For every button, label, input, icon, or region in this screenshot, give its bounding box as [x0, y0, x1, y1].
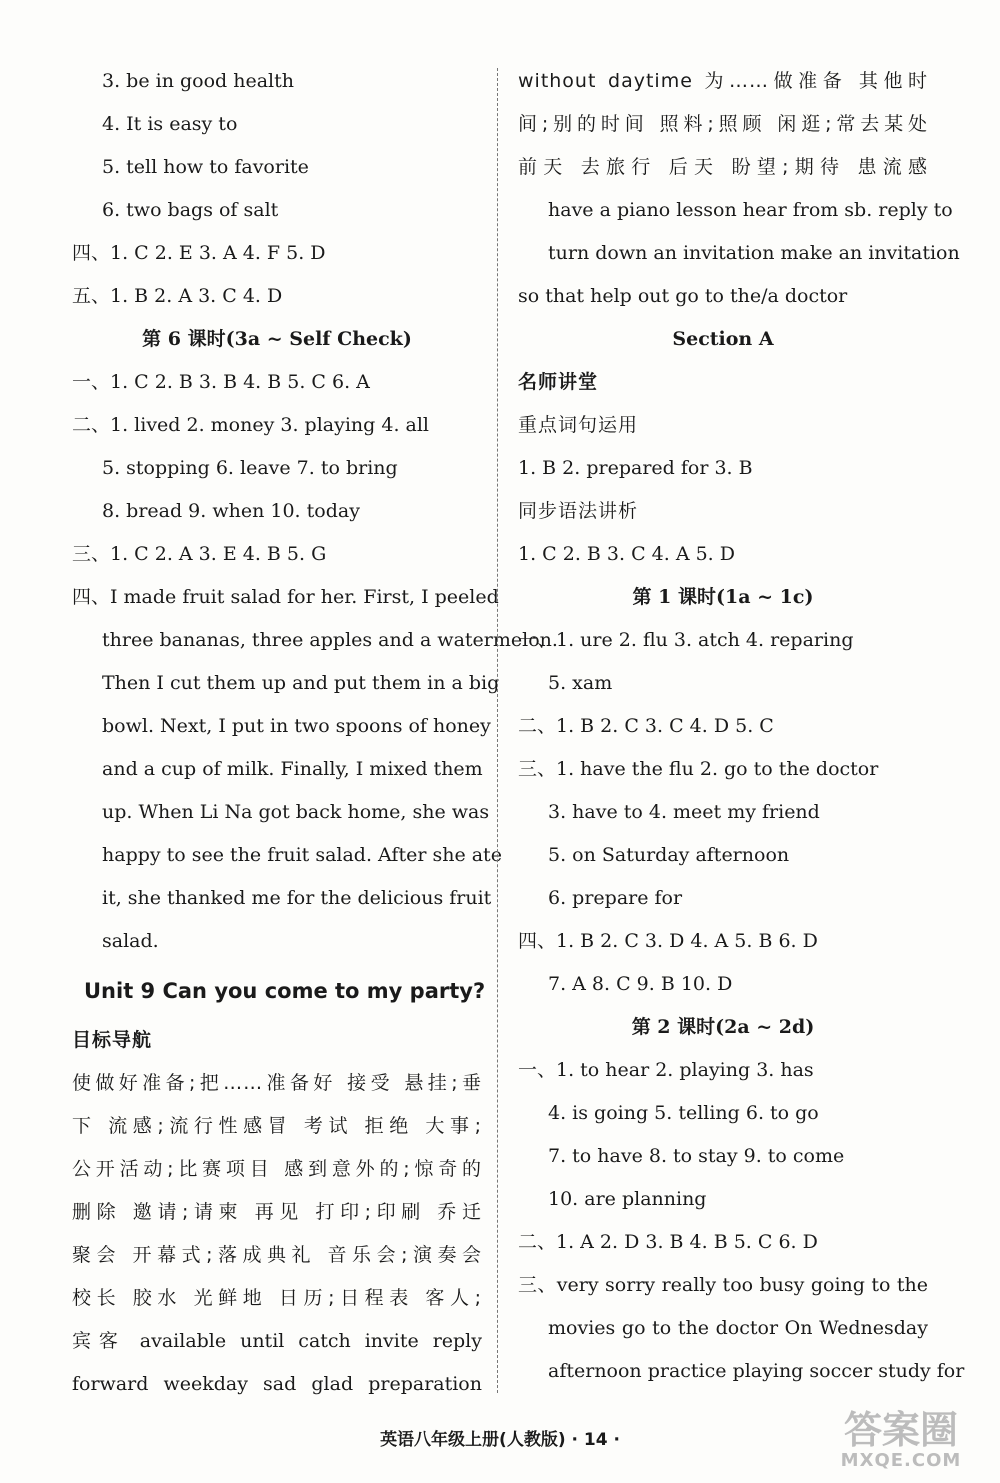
left-line: forward weekday sad glad preparation	[72, 1373, 482, 1395]
right-line: 三、1. have the flu 2. go to the doctor	[518, 758, 879, 780]
right-line: 4. is going 5. telling 6. to go	[548, 1102, 819, 1124]
left-line: 使做好准备;把……准备好 接受 悬挂;垂	[72, 1072, 482, 1094]
column-divider	[497, 68, 498, 1393]
left-line: 五、1. B 2. A 3. C 4. D	[72, 285, 283, 307]
left-line: and a cup of milk. Finally, I mixed them	[102, 758, 483, 780]
left-line: happy to see the fruit salad. After she ate	[102, 844, 502, 866]
left-line: 8. bread 9. when 10. today	[102, 500, 360, 522]
left-line: 校长 胶水 光鲜地 日历;日程表 客人;	[72, 1287, 482, 1309]
left-line: 四、I made fruit salad for her. First, I peeled	[72, 586, 499, 608]
watermark-url: MXQE.COM	[840, 1450, 962, 1471]
left-line: 第 6 课时(3a ~ Self Check)	[142, 328, 412, 350]
left-line: 3. be in good health	[102, 70, 294, 92]
right-line: 三、very sorry really too busy going to the	[518, 1274, 928, 1296]
right-line: 一、1. ure 2. flu 3. atch 4. reparing	[518, 629, 854, 651]
right-line: 重点词句运用	[518, 414, 639, 436]
left-line: 目标导航	[72, 1029, 153, 1051]
left-line: three bananas, three apples and a watermelon.	[102, 629, 558, 651]
right-line: 一、1. to hear 2. playing 3. has	[518, 1059, 814, 1081]
right-line: 前天 去旅行 后天 盼望;期待 患流感	[518, 156, 928, 178]
right-line: 1. C 2. B 3. C 4. A 5. D	[518, 543, 735, 565]
right-line: movies go to the doctor On Wednesday	[548, 1317, 928, 1339]
watermark-text: 答案圈	[843, 1408, 958, 1452]
right-line: 6. prepare for	[548, 887, 683, 909]
left-line: Unit 9 Can you come to my party?	[84, 979, 486, 1003]
left-line: 宾客 available until catch invite reply	[72, 1330, 482, 1352]
left-line: 5. tell how to favorite	[102, 156, 309, 178]
left-line: 下 流感;流行性感冒 考试 拒绝 大事;	[72, 1115, 482, 1137]
right-line: 间;别的时间 照料;照顾 闲逛;常去某处	[518, 113, 928, 135]
left-line: Then I cut them up and put them in a big	[102, 672, 500, 694]
left-line: bowl. Next, I put in two spoons of honey	[102, 715, 491, 737]
right-line: without daytime 为……做准备 其他时	[518, 70, 928, 92]
page-footer: 英语八年级上册(人教版) · 14 ·	[380, 1430, 620, 1450]
right-column	[518, 60, 965, 1393]
right-line: 10. are planning	[548, 1188, 707, 1210]
left-line: 公开活动;比赛项目 感到意外的;惊奇的	[72, 1158, 482, 1180]
right-line: 二、1. B 2. C 3. C 4. D 5. C	[518, 715, 774, 737]
right-line: 二、1. A 2. D 3. B 4. B 5. C 6. D	[518, 1231, 818, 1253]
right-line: 第 2 课时(2a ~ 2d)	[631, 1016, 815, 1038]
right-line: 名师讲堂	[518, 371, 599, 393]
right-line: turn down an invitation make an invitation	[548, 242, 960, 264]
right-line: 3. have to 4. meet my friend	[548, 801, 820, 823]
right-line: Section A	[672, 328, 774, 350]
left-line: 一、1. C 2. B 3. B 4. B 5. C 6. A	[72, 371, 370, 393]
right-line: 第 1 课时(1a ~ 1c)	[632, 586, 814, 608]
left-line: up. When Li Na got back home, she was	[102, 801, 490, 823]
left-line: 6. two bags of salt	[102, 199, 279, 221]
right-line: afternoon practice playing soccer study for	[548, 1360, 965, 1382]
right-line: 7. A 8. C 9. B 10. D	[548, 973, 733, 995]
left-line: 聚会 开幕式;落成典礼 音乐会;演奏会	[72, 1244, 482, 1266]
left-line: 删除 邀请;请柬 再见 打印;印刷 乔迁	[72, 1201, 482, 1223]
watermark-logo	[816, 1410, 986, 1474]
left-line: 5. stopping 6. leave 7. to bring	[102, 457, 398, 479]
right-line: 同步语法讲析	[518, 500, 639, 522]
left-line: 4. It is easy to	[102, 113, 238, 135]
right-line: 5. on Saturday afternoon	[548, 844, 790, 866]
right-line: have a piano lesson hear from sb. reply to	[548, 199, 953, 221]
left-line: salad.	[102, 930, 159, 952]
left-line: 四、1. C 2. E 3. A 4. F 5. D	[72, 242, 326, 264]
right-line: so that help out go to the/a doctor	[518, 285, 848, 307]
right-line: 7. to have 8. to stay 9. to come	[548, 1145, 845, 1167]
left-line: 二、1. lived 2. money 3. playing 4. all	[72, 414, 430, 436]
right-line: 四、1. B 2. C 3. D 4. A 5. B 6. D	[518, 930, 818, 952]
left-column	[72, 60, 558, 1406]
left-line: 三、1. C 2. A 3. E 4. B 5. G	[72, 543, 327, 565]
left-line: it, she thanked me for the delicious fruit	[102, 887, 492, 909]
right-line: 1. B 2. prepared for 3. B	[518, 457, 753, 479]
right-line: 5. xam	[548, 672, 613, 694]
